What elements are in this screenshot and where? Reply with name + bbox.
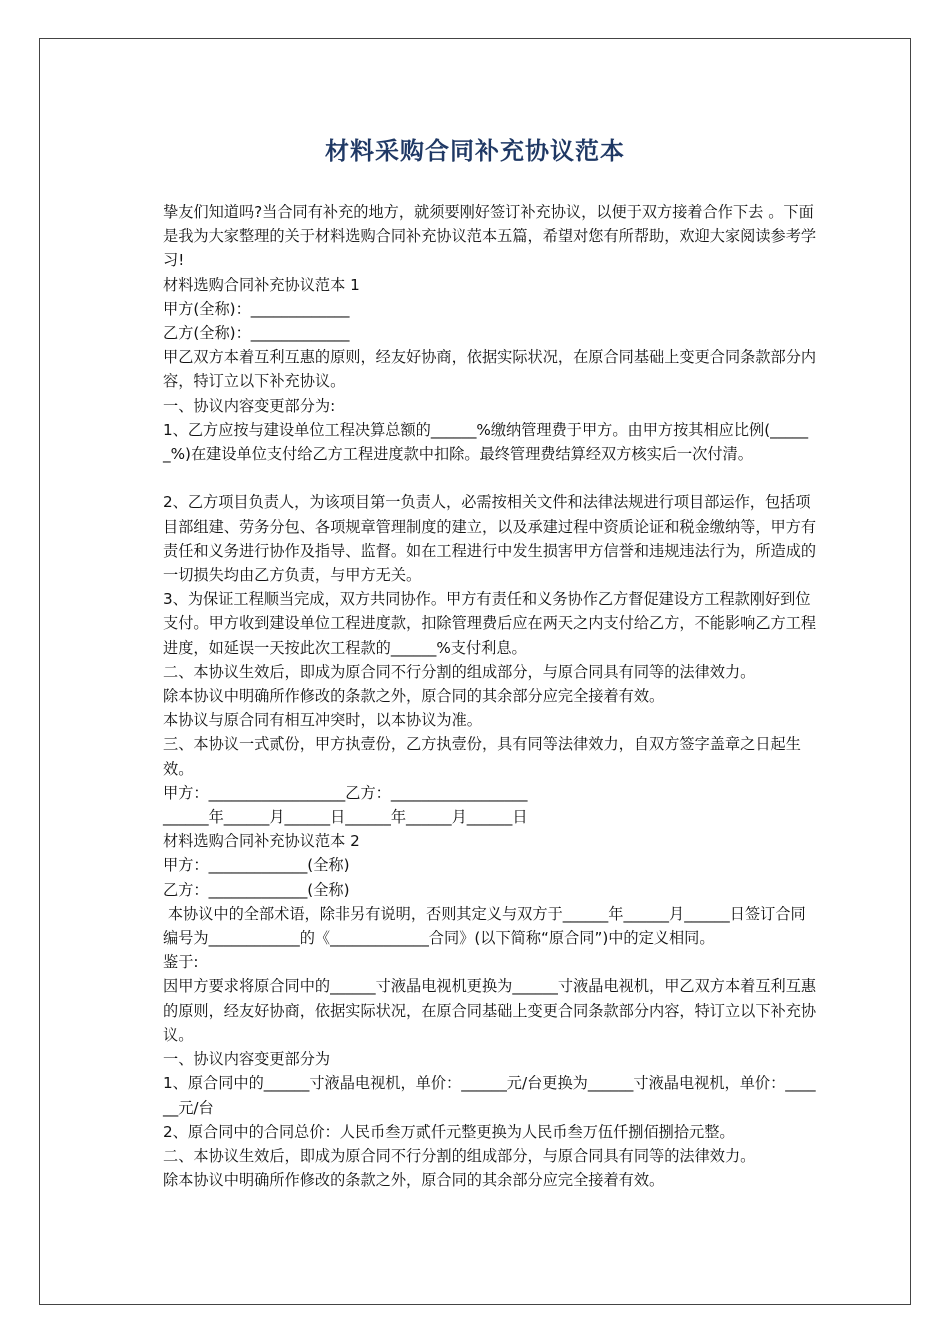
section-heading-1: 材料选购合同补充协议范本 1: [163, 275, 360, 294]
paragraph: 鉴于:: [163, 953, 199, 972]
party-b-line: 乙方(全称)：_____________: [163, 324, 350, 343]
party-a-line: 甲方(全称)：_____________: [163, 299, 350, 318]
date-line: ______年______月______日______年______月______日: [163, 808, 528, 827]
paragraph: 本协议与原合同有相互冲突时，以本协议为准。: [163, 711, 482, 730]
clause: 1、原合同中的______寸液晶电视机，单价：______元/台更换为______寸液晶电视机，单价：______元/台: [163, 1074, 816, 1117]
paragraph: 甲乙双方本着互利互惠的原则，经友好协商，依据实际状况，在原合同基础上变更合同条款部分内容，特订立以下补充协议。: [163, 348, 817, 391]
clause: 二、本协议生效后，即成为原合同不行分割的组成部分，与原合同具有同等的法律效力。: [163, 1146, 756, 1165]
paragraph: 除本协议中明确所作修改的条款之外，原合同的其余部分应完全接着有效。: [163, 1171, 665, 1190]
clause: 3、为保证工程顺当完成，双方共同协作。甲方有责任和义务协作乙方督促建设方工程款刚好到位支付。甲方收到建设单位工程进度款，扣除管理费后应在两天之内支付给乙方，不能影响乙方工程进度，如延误一天按此次工程款的______%支付利息。: [163, 590, 817, 657]
paragraph: 本协议中的全部术语，除非另有说明，否则其定义与双方于______年______月______日签订合同编号为____________的《_____________合同》(以下简称“原合同”)中的定义相同。: [163, 904, 806, 948]
paragraph: 因甲方要求将原合同中的______寸液晶电视机更换为______寸液晶电视机，甲乙双方本着互利互惠的原则，经友好协商，依据实际状况，在原合同基础上变更合同条款部分内容，特订立以下补充协议。: [163, 977, 817, 1044]
intro-paragraph: 挚友们知道吗?当合同有补充的地方，就须要刚好签订补充协议，以便于双方接着合作下去 。下面是我为大家整理的关于材料选购合同补充协议范本五篇，希望对您有所帮助，欢迎大家阅读参考学习!: [163, 203, 817, 270]
clause-heading: 一、协议内容变更部分为: [163, 1050, 331, 1069]
clause: 2、乙方项目负责人，为该项目第一负责人，必需按相关文件和法律法规进行项目部运作，包括项目部组建、劳务分包、各项规章管理制度的建立，以及承建过程中资质论证和税金缴纳等，甲方有责任和义务进行协作及指导、监督。如在工程进行中发生损害甲方信誉和违规违法行为，所造成的一切损失均由乙方负责，与甲方无关。: [163, 493, 817, 585]
signature-line: 甲方：__________________乙方：__________________: [163, 783, 528, 802]
section-heading-2: 材料选购合同补充协议范本 2: [163, 832, 360, 851]
clause: 三、本协议一式贰份，甲方执壹份，乙方执壹份，具有同等法律效力，自双方签字盖章之日起生效。: [163, 735, 801, 778]
party-b-line: 乙方：_____________(全称): [163, 880, 350, 899]
blank-line: [145, 466, 817, 490]
party-a-line: 甲方：_____________(全称): [163, 856, 350, 875]
document-body: [145, 200, 817, 1192]
paragraph: 除本协议中明确所作修改的条款之外，原合同的其余部分应完全接着有效。: [163, 687, 665, 706]
clause: 2、原合同中的合同总价：人民币叁万贰仟元整更换为人民币叁万伍仟捌佰捌拾元整。: [163, 1122, 735, 1141]
clause-heading: 一、协议内容变更部分为:: [163, 396, 336, 415]
clause: 二、本协议生效后，即成为原合同不行分割的组成部分，与原合同具有同等的法律效力。: [163, 662, 756, 681]
clause: 1、乙方应按与建设单位工程决算总额的______%缴纳管理费于甲方。由甲方按其相应比例(______%)在建设单位支付给乙方工程进度款中扣除。最终管理费结算经双方核实后一次付清。: [163, 420, 809, 464]
document-title: 材料采购合同补充协议范本: [325, 137, 625, 165]
